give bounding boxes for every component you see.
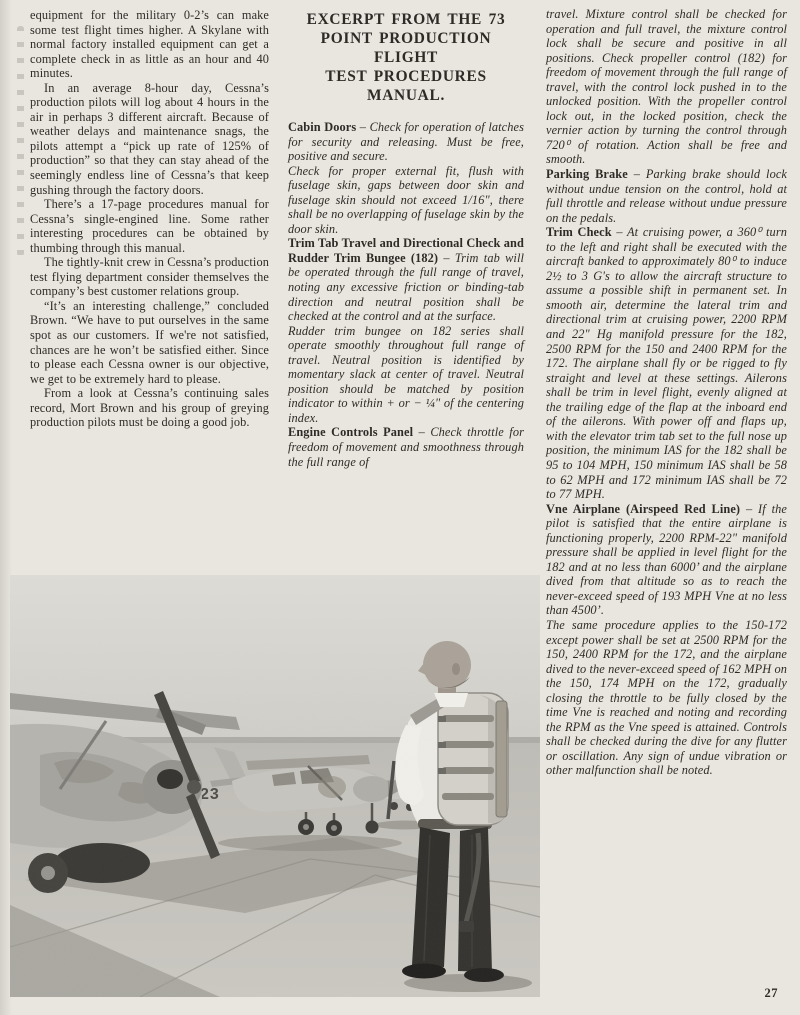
section-body: Check for proper external fit, flush with fuselage skin, gaps between door skin and fuselage skin should not exceed 1/16", there shall be no overlapping of fuselage skin by the door skin. bbox=[288, 163, 524, 236]
excerpt-title-line: POINT PRODUCTION FLIGHT bbox=[320, 30, 492, 66]
section-vne-continuation bbox=[546, 618, 787, 778]
section-heading: Vne Airplane (Airspeed Red Line) bbox=[546, 501, 741, 516]
section-rudder-trim-bungee bbox=[288, 324, 524, 426]
section-body: – Check for operation of latches for security and releasing. Must be free, positive and secure. bbox=[288, 120, 524, 164]
section-cabin-doors-continuation bbox=[288, 164, 524, 237]
section-trim-check bbox=[546, 225, 787, 501]
section-body: – Check throttle for freedom of movement and smoothness through the full range of bbox=[288, 425, 525, 469]
tarmac-photo bbox=[10, 575, 540, 997]
section-body: – Parking brake should lock without undue tension on the control, hold at full throttle and release without undue pressure on the pedals. bbox=[546, 167, 787, 225]
section-trim-tab-travel bbox=[288, 236, 524, 323]
section-body: Rudder trim bungee on 182 series shall operate smoothly throughout full range of travel. Neutral position is identified by momentary slack at center of travel. Neutral position should be matched by position indicator to within + or − ¼" of the centering index. bbox=[288, 323, 524, 425]
section-parking-brake bbox=[546, 167, 787, 225]
section-vne-airplane bbox=[546, 502, 787, 618]
section-heading: Cabin Doors bbox=[288, 120, 357, 134]
section-heading: Trim Check bbox=[546, 225, 612, 240]
body-paragraph: From a look at Cessna’s continuing sales record, Mort Brown and his group of greying production pilots must be doing a good job. bbox=[30, 386, 269, 430]
section-body: travel. Mixture control shall be checked for operation and full travel, the mixture control lock shall be secure and positive in all positions. Check propeller control (182) for freedom of movement through the full range of travel, with the control lock pushed in to the unlocked position. With the propeller control lock out, in the locked position, check the vernier action by turning the control through 720⁰ of rotation. Action shall be free and smooth. bbox=[546, 7, 787, 167]
body-paragraph: There’s a 17-page procedures manual for Cessna’s single-engined line. Some rather interesting procedures can be obtained by thumbing through this manual. bbox=[30, 197, 269, 255]
body-paragraph: In an average 8-hour day, Cessna’s production pilots will log about 4 hours in the air in perhaps 3 different aircraft. Because of weather delays and maintenance snags, the pilots attempt a “pick up rate of 125% of production” so that they can stay ahead of the seemingly endless line of Cessna’s that keep gushing through the factory doors. bbox=[30, 80, 269, 197]
excerpt-title-line: EXCERPT FROM THE 73 bbox=[306, 11, 506, 28]
section-body: The same procedure applies to the 150-172 except power shall be set at 2500 RPM for the 150, 2400 RPM for the 172, and the airplane dived to the never-exceed speed of 162 MPH on the 150, 174 MPH on the 172, gradually closing the throttle to be fully closed by the time Vne is reached and noting and recording the RPM as the Vne speed is attained. Controls shall be checked during the dive for any flutter or oscillation. Any sign of undue vibration or other malfunction shall be noted. bbox=[546, 617, 787, 778]
photo-grain bbox=[10, 575, 540, 997]
body-paragraph: equipment for the military 0-2’s can make some test flight times higher. A Skylane with normal factory installed equipment can get a complete check in as little as an hour and 40 minutes. bbox=[30, 8, 269, 81]
middle-column bbox=[288, 8, 524, 469]
body-paragraph: The tightly-knit crew in Cessna’s production test flying department consider themselves the company’s best customer relations group. bbox=[30, 255, 269, 299]
section-body: – Trim tab will be operated through the full range of travel, noting any excessive friction or binding-tab direction and neutral position shall be checked at the control and at the surface. bbox=[288, 250, 525, 324]
excerpt-title-line: TEST PROCEDURES bbox=[325, 68, 487, 85]
body-paragraph: “It’s an interesting challenge,” concluded Brown. “We have to put ourselves in the same spot as our customers. If we're not satisfied, chances are he won’t be satisfied either. Since to please each Cessna owner is our objective, we get to be extremely hard to please. bbox=[30, 298, 269, 386]
section-cabin-doors bbox=[288, 120, 524, 164]
section-body: – If the pilot is satisfied that the entire airplane is functioning properly, 2200 RPM-22" manifold pressure shall be applied in level flight for the 182 and at no less than 6000’ and the airplane dived from that altitude so as to reach the never-exceed speed of 193 MPH Vne at no less than 4500’. bbox=[546, 501, 787, 618]
excerpt-title-line: MANUAL. bbox=[367, 87, 445, 104]
scan-ink-smear bbox=[17, 26, 24, 256]
section-heading: Trim Tab Travel and Directional Check and Rudder Trim Bungee (182) bbox=[288, 236, 524, 265]
section-heading: Engine Controls Panel bbox=[288, 425, 414, 440]
section-body: – At cruising power, a 360⁰ turn to the left and right shall be executed with the aircraft banked to approximately 80⁰ to induce 2½ to 3 G's to allow the aircraft structure to assume a possible shift in permanent set. In smooth air, determine the lateral trim and directional trim at cruising power, 2200 RPM and 22" Hg manifold pressure for the 182, 2500 RPM for the 150 and 2400 RPM for the 172. The airplane shall fly or be rigged to fly straight and level at these settings. Ailerons shall be trim in level flight, evenly aligned at the trailing edge of the flap at the inboard end of the ailerons. With power off and flaps up, with the elevator trim tab set to the full nose up position, the minimum IAS for the 182 shall be 95 to 104 MPH, 150 minimum IAS shall be 58 to 62 MPH and 172 minimum IAS shall be 72 to 77 MPH. bbox=[546, 225, 787, 502]
section-engine-controls-continuation bbox=[546, 7, 787, 167]
excerpt-title bbox=[288, 10, 524, 105]
page-number: 27 bbox=[764, 986, 778, 1000]
section-heading: Parking Brake bbox=[546, 167, 628, 182]
section-engine-controls-panel bbox=[288, 425, 524, 469]
left-column bbox=[30, 8, 269, 430]
right-column bbox=[546, 7, 787, 778]
